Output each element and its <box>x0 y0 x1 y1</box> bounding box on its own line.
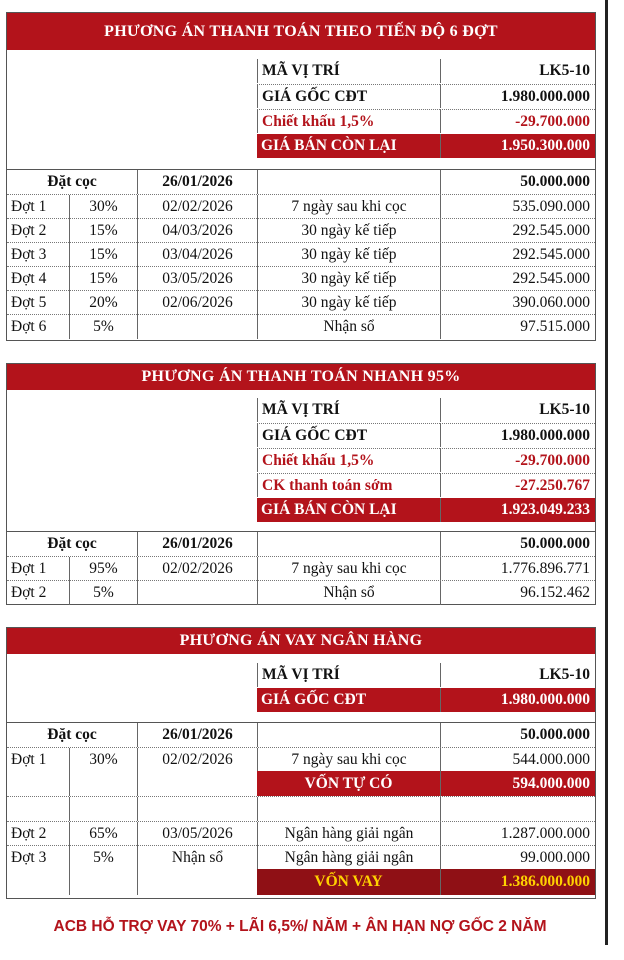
installment-amount: 99.000.000 <box>440 846 595 870</box>
loan-label <box>257 869 440 895</box>
installment-amount: 292.545.000 <box>440 243 595 267</box>
installment-amount: 1.776.896.771 <box>440 557 595 581</box>
installment-name: Đợt 4 <box>11 270 47 287</box>
table-row <box>7 747 595 772</box>
right-edge-border <box>605 0 608 945</box>
installment-date: 02/06/2026 <box>137 291 257 315</box>
spacer-row <box>7 796 595 821</box>
own-capital-label: VỐN TỰ CÓ <box>257 771 440 796</box>
installment-pct: 20% <box>69 291 137 315</box>
installment-pct: 30% <box>69 195 137 219</box>
installment-date: 02/02/2026 <box>137 557 257 581</box>
deposit-date: 26/01/2026 <box>137 723 257 747</box>
empty-cell <box>69 869 137 895</box>
summary-row <box>7 84 595 108</box>
loan-value-text: 1.386.000.000 <box>500 873 590 890</box>
installment-amount: 292.545.000 <box>440 267 595 291</box>
installment-name: Đợt 3 <box>11 849 47 866</box>
installment-note: 30 ngày kế tiếp <box>257 267 440 291</box>
installment-pct: 30% <box>69 748 137 772</box>
summary-row <box>7 423 595 447</box>
deposit-amount: 50.000.000 <box>440 723 595 747</box>
installment-name: Đợt 1 <box>11 751 47 768</box>
installment-pct: 15% <box>69 267 137 291</box>
empty-cell <box>69 771 137 796</box>
installment-amount: 390.060.000 <box>440 291 595 315</box>
empty-cell <box>440 797 595 821</box>
installment-note: 7 ngày sau khi cọc <box>257 557 440 581</box>
summary-label: GIÁ GỐC CĐT <box>257 423 440 447</box>
summary-row <box>7 59 595 83</box>
empty-cell <box>7 869 69 895</box>
installment-pct: 5% <box>69 581 137 605</box>
installment-date: 03/05/2026 <box>137 822 257 846</box>
summary-value: -29.700.000 <box>440 109 595 133</box>
installment-name: Đợt 1 <box>11 560 47 577</box>
summary-label: GIÁ BÁN CÒN LẠI <box>257 498 440 522</box>
loan-label-text: VỐN VAY <box>314 873 383 890</box>
summary-label: Chiết khấu 1,5% <box>257 109 440 133</box>
installment-amount: 96.152.462 <box>440 581 595 605</box>
summary-label: MÃ VỊ TRÍ <box>257 663 440 687</box>
deposit-note <box>257 170 440 194</box>
discount-row <box>7 109 595 133</box>
installment-name: Đợt 1 <box>11 198 47 215</box>
installment-date: 03/05/2026 <box>137 267 257 291</box>
early-discount-row <box>7 473 595 497</box>
installment-note: Ngân hàng giải ngân <box>257 822 440 846</box>
installment-date: 02/02/2026 <box>137 195 257 219</box>
summary-value: 1.980.000.000 <box>440 84 595 108</box>
installment-name: Đợt 2 <box>11 584 47 601</box>
installment-note: 30 ngày kế tiếp <box>257 243 440 267</box>
plan-installment-title: PHƯƠNG ÁN THANH TOÁN THEO TIẾN ĐỘ 6 ĐỢT <box>7 13 595 50</box>
final-price-row <box>7 498 595 522</box>
deposit-label: Đặt cọc <box>47 173 97 190</box>
installment-date <box>137 315 257 339</box>
empty-cell <box>257 797 440 821</box>
installment-name: Đợt 3 <box>11 246 47 263</box>
summary-value: -29.700.000 <box>440 448 595 472</box>
table-row <box>7 218 595 243</box>
deposit-row <box>7 169 595 194</box>
table-row <box>7 556 595 581</box>
summary-value: 1.980.000.000 <box>440 423 595 447</box>
empty-cell <box>7 797 69 821</box>
summary-label: GIÁ GỐC CĐT <box>257 84 440 108</box>
plan-loan-title: PHƯƠNG ÁN VAY NGÂN HÀNG <box>7 628 595 654</box>
deposit-note <box>257 723 440 747</box>
installment-pct: 15% <box>69 243 137 267</box>
table-row <box>7 266 595 291</box>
loan-row <box>7 869 595 895</box>
table-row <box>7 580 595 605</box>
deposit-amount: 50.000.000 <box>440 532 595 556</box>
installment-name: Đợt 6 <box>11 318 47 335</box>
installment-name: Đợt 2 <box>11 222 47 239</box>
discount-row <box>7 448 595 472</box>
table-row <box>7 845 595 870</box>
table-row <box>7 194 595 219</box>
summary-value: -27.250.767 <box>440 473 595 497</box>
installment-pct: 5% <box>69 846 137 870</box>
deposit-note <box>257 532 440 556</box>
installment-amount: 292.545.000 <box>440 219 595 243</box>
deposit-label: Đặt cọc <box>47 535 97 552</box>
deposit-row <box>7 722 595 747</box>
empty-cell <box>137 771 257 796</box>
table-row <box>7 242 595 267</box>
empty-cell <box>69 797 137 821</box>
installment-note: Nhận sổ <box>257 315 440 339</box>
footer-promo-text: ACB HỖ TRỢ VAY 70% + LÃI 6,5%/ NĂM + ÂN HẠN NỢ GỐC 2 NĂM <box>53 918 547 935</box>
installment-note: Nhận sổ <box>257 581 440 605</box>
empty-cell <box>7 771 69 796</box>
installment-pct: 5% <box>69 315 137 339</box>
summary-label: MÃ VỊ TRÍ <box>257 398 440 422</box>
installment-name: Đợt 5 <box>11 294 47 311</box>
final-price-row <box>7 134 595 158</box>
table-row <box>7 821 595 846</box>
summary-value: 1.950.300.000 <box>440 134 595 158</box>
installment-amount: 544.000.000 <box>440 748 595 772</box>
installment-name: Đợt 2 <box>11 825 47 842</box>
summary-value: 1.923.049.233 <box>440 498 595 522</box>
installment-date: 02/02/2026 <box>137 748 257 772</box>
summary-value: 1.980.000.000 <box>440 688 595 712</box>
installment-note: 7 ngày sau khi cọc <box>257 748 440 772</box>
installment-note: Ngân hàng giải ngân <box>257 846 440 870</box>
loan-value <box>440 869 595 895</box>
summary-label: MÃ VỊ TRÍ <box>257 59 440 83</box>
plan-bank-loan-section <box>6 627 596 899</box>
own-capital-row <box>7 771 595 796</box>
summary-label: Chiết khấu 1,5% <box>257 448 440 472</box>
installment-note: 7 ngày sau khi cọc <box>257 195 440 219</box>
summary-value: LK5-10 <box>440 398 595 422</box>
summary-label: CK thanh toán sớm <box>257 473 440 497</box>
empty-cell <box>137 869 257 895</box>
summary-label: GIÁ BÁN CÒN LẠI <box>257 134 440 158</box>
installment-pct: 65% <box>69 822 137 846</box>
summary-value: LK5-10 <box>440 59 595 83</box>
deposit-amount: 50.000.000 <box>440 170 595 194</box>
own-capital-value: 594.000.000 <box>440 771 595 796</box>
summary-value: LK5-10 <box>440 663 595 687</box>
table-row <box>7 290 595 315</box>
installment-amount: 97.515.000 <box>440 315 595 339</box>
summary-row <box>7 398 595 422</box>
empty-cell <box>137 797 257 821</box>
installment-pct: 15% <box>69 219 137 243</box>
installment-note: 30 ngày kế tiếp <box>257 291 440 315</box>
installment-note: 30 ngày kế tiếp <box>257 219 440 243</box>
installment-date: Nhận sổ <box>137 846 257 870</box>
installment-pct: 95% <box>69 557 137 581</box>
installment-amount: 1.287.000.000 <box>440 822 595 846</box>
installment-amount: 535.090.000 <box>440 195 595 219</box>
summary-label: GIÁ GỐC CĐT <box>257 688 440 712</box>
base-price-row <box>7 688 595 712</box>
installment-date: 04/03/2026 <box>137 219 257 243</box>
table-row <box>7 314 595 339</box>
summary-row <box>7 663 595 687</box>
deposit-date: 26/01/2026 <box>137 532 257 556</box>
plan-fast-payment-section <box>6 363 596 605</box>
plan-fast-title: PHƯƠNG ÁN THANH TOÁN NHANH 95% <box>7 364 595 390</box>
deposit-date: 26/01/2026 <box>137 170 257 194</box>
deposit-label: Đặt cọc <box>47 726 97 743</box>
plan-installment-section <box>6 12 596 341</box>
installment-date <box>137 581 257 605</box>
deposit-row <box>7 531 595 556</box>
installment-date: 03/04/2026 <box>137 243 257 267</box>
